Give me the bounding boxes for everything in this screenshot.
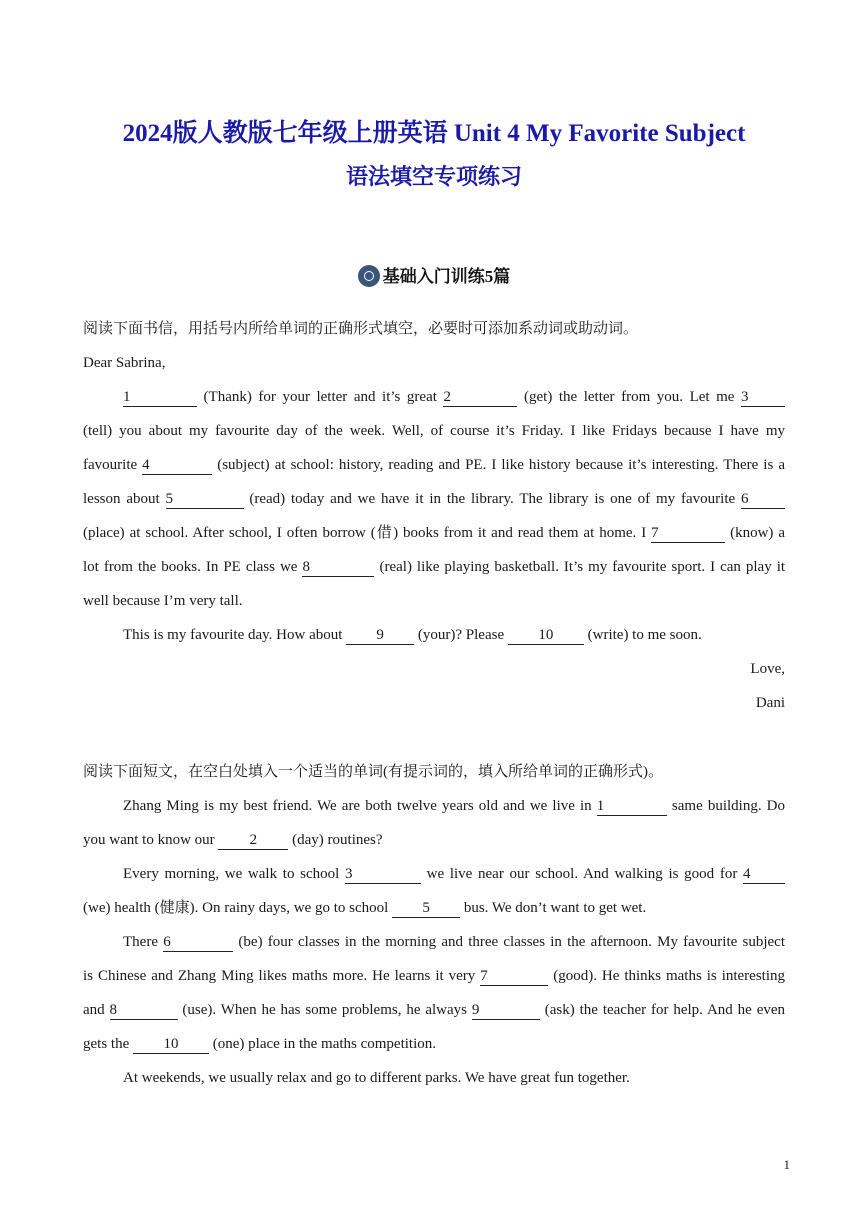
answer-blank[interactable]: 10 [508,627,584,645]
passage1-line: lesson about 5 (read) today and we have it in the library. The library is one of my favourite 6 [83,489,785,509]
answer-blank[interactable]: 1 [597,798,667,816]
passage2-line: (we) health (健康). On rainy days, we go to school 5 bus. We don’t want to get wet. [83,900,647,916]
answer-blank[interactable]: 1 [123,389,197,407]
page-subtitle: 语法填空专项练习 [345,164,522,189]
passage1-line: favourite 4 (subject) at school: history, reading and PE. I like history because it’s interesting. There is a [83,457,785,473]
answer-blank[interactable]: 4 [142,457,212,475]
passage2-line: gets the 10 (one) place in the maths competition. [83,1036,437,1052]
passage2-line: and 8 (use). When he has some problems, he always 9 (ask) the teacher for help. And he even [83,1002,786,1018]
passage2-line: you want to know our 2 (day) routines? [83,832,383,848]
answer-blank[interactable]: 8 [110,1002,178,1020]
answer-blank[interactable]: 2 [218,832,288,850]
answer-blank[interactable]: 3 [345,866,421,884]
passage2-line: There 6 (be) four classes in the morning and three classes in the afternoon. My favourite subject [123,934,785,950]
answer-blank[interactable]: 4 [743,866,785,884]
letter-greeting: Dear Sabrina, [83,355,166,371]
answer-blank[interactable]: 6 [163,934,233,952]
passage1-line: lot from the books. In PE class we 8 (real) like playing basketball. It’s my favourite sport. I can play it [83,559,786,575]
page-title: 2024版人教版七年级上册英语 Unit 4 My Favorite Subject [122,120,746,147]
letter-closing: Love, [750,661,785,677]
answer-blank[interactable]: 7 [480,968,548,986]
answer-blank[interactable]: 5 [392,900,460,918]
passage1-line: well because I’m very tall. [83,593,243,609]
passage2-instruction: 阅读下面短文，在空白处填入一个适当的单词(有提示词的，填入所给单词的正确形式)。 [83,764,663,780]
passage2-line: Zhang Ming is my best friend. We are both twelve years old and we live in 1 same building. Do [123,798,786,814]
answer-blank[interactable]: 3 [741,389,785,407]
answer-blank[interactable]: 9 [346,627,414,645]
answer-blank[interactable]: 6 [741,491,785,509]
passage1-line: (tell) you about my favourite day of the week. Well, of course it’s Friday. I like Fridays because I have my [83,423,785,439]
passage2-line: Every morning, we walk to school 3 we live near our school. And walking is good for 4 [83,864,785,884]
passage1-line: (place) at school. After school, I often borrow (借) books from it and read them at home. I 7 (know) a [83,525,785,541]
section-label: 基础入门训练5篇 [382,267,511,286]
passage2-line: At weekends, we usually relax and go to different parks. We have great fun together. [123,1070,630,1086]
passage1-line: This is my favourite day. How about 9 (your)? Please 10 (write) to me soon. [123,627,702,643]
answer-blank[interactable]: 8 [302,559,374,577]
letter-signature: Dani [755,695,785,711]
answer-blank[interactable]: 7 [651,525,725,543]
answer-blank[interactable]: 9 [472,1002,540,1020]
passage1-line: 1 (Thank) for your letter and it’s great 2 (get) the letter from you. Let me 3 [83,387,785,407]
page-number: 1 [783,1157,790,1172]
section-heading [0,262,868,287]
passage1-instruction: 阅读下面书信，用括号内所给单词的正确形式填空，必要时可添加系动词或助动词。 [83,321,639,337]
answer-blank[interactable]: 5 [166,491,244,509]
answer-blank[interactable]: 2 [443,389,517,407]
brain-icon [358,265,380,287]
passage2-line: is Chinese and Zhang Ming likes maths more. He learns it very 7 (good). He thinks maths is interesting [83,968,786,984]
answer-blank[interactable]: 10 [133,1036,209,1054]
